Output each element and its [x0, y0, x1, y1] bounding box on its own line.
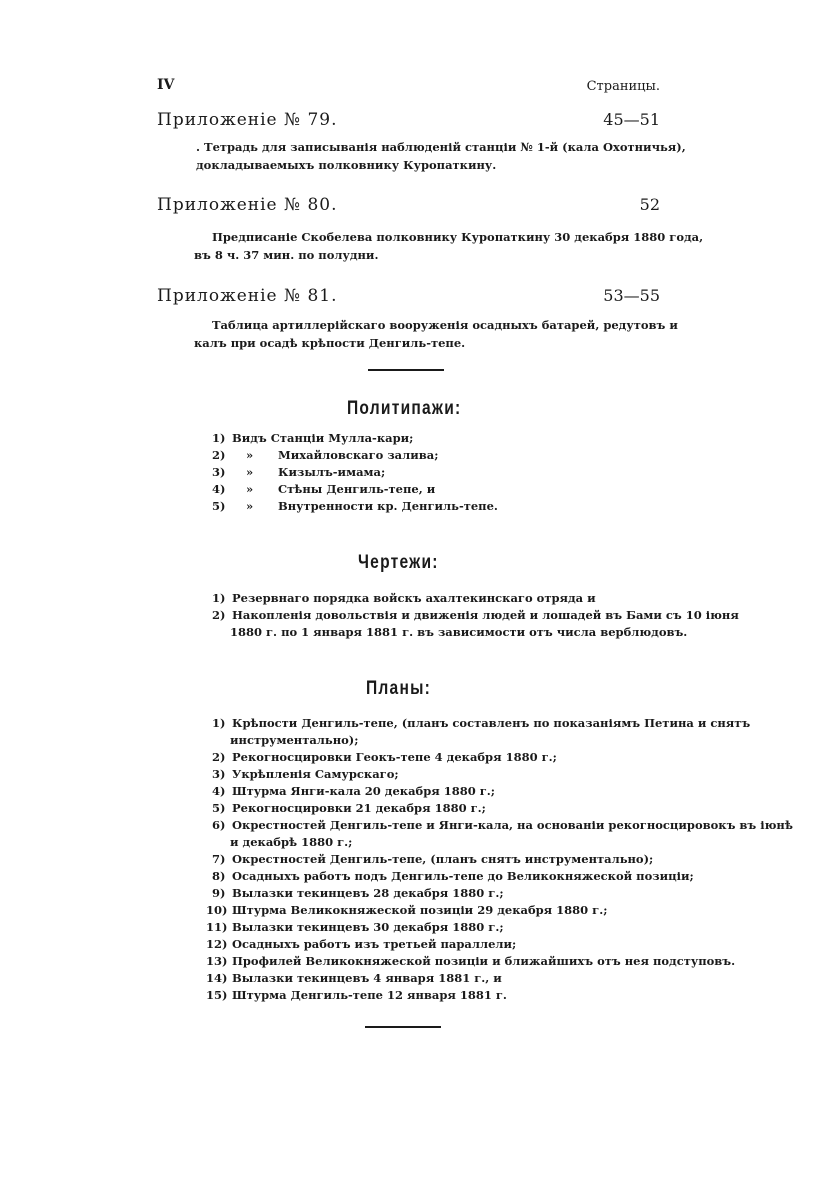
chertezhi-title: Чертежи: [358, 552, 439, 573]
appendix-79-pages: 45—51 [603, 110, 660, 129]
politipazhi-title: Политипажи: [347, 398, 462, 419]
list-item: 2) Накопленія довольствія и движенія людей и лошадей въ Бами съ 10 іюня [212, 608, 739, 622]
appendix-81-pages: 53—55 [603, 286, 660, 305]
list-item: 3) Укрѣпленія Самурскаго; [212, 767, 399, 781]
appendix-80-description [194, 228, 704, 264]
list-item: 15) Штурма Денгиль-тепе 12 января 1881 г. [206, 988, 507, 1002]
list-item: 14) Вылазки текинцевъ 4 января 1881 г., и [206, 971, 502, 985]
appendix-81-desc-line: калъ при осадѣ крѣпости Денгиль-тепе. [194, 336, 466, 350]
appendix-80-desc-line: Предписаніе Скобелева полковнику Куропаткину 30 декабря 1880 года, [212, 230, 704, 244]
list-item: 1) Резервнаго порядка войскъ ахалтекинскаго отряда и [212, 591, 596, 605]
list-item: 12) Осадныхъ работъ изъ третьей параллели; [206, 937, 517, 951]
section-divider [368, 369, 444, 371]
appendix-79-desc-line: докладываемыхъ полковнику Куропаткину. [196, 158, 497, 172]
plany-title: Планы: [366, 678, 432, 699]
list-item: 2) Рекогносцировки Геокъ-тепе 4 декабря 1880 г.; [212, 750, 557, 764]
list-item: 1) Видъ Станціи Мулла-кари; [212, 431, 414, 445]
list-item: 4) » Стѣны Денгиль-тепе, и [212, 482, 436, 496]
page-number: IV [157, 77, 175, 93]
appendix-81-heading: Приложеніе № 81. [157, 286, 338, 306]
section-divider [365, 1026, 441, 1028]
plany-list [206, 715, 793, 1004]
list-item: 7) Окрестностей Денгиль-тепе, (планъ снятъ инструментально); [212, 852, 654, 866]
chertezhi-list [212, 590, 739, 641]
appendix-81-desc-line: Таблица артиллерійскаго вооруженія осадныхъ батарей, редутовъ и [212, 318, 678, 332]
appendix-79-heading: Приложеніе № 79. [157, 110, 338, 130]
list-item: 3) » Кизылъ-имама; [212, 465, 386, 479]
list-item: 13) Профилей Великокняжеской позиціи и ближайшихъ отъ нея подступовъ. [206, 954, 736, 968]
list-item: 11) Вылазки текинцевъ 30 декабря 1880 г.; [206, 920, 504, 934]
list-item: 6) Окрестностей Денгиль-тепе и Янги-кала, на основаніи рекогносцировокъ въ іюнѣ [212, 818, 793, 832]
list-item: 4) Штурма Янги-кала 20 декабря 1880 г.; [212, 784, 496, 798]
list-item-continuation: инструментально); [230, 733, 359, 747]
list-item: 5) » Внутренности кр. Денгиль-тепе. [212, 499, 498, 513]
list-item: 9) Вылазки текинцевъ 28 декабря 1880 г.; [212, 886, 504, 900]
appendix-79-desc-line: . Тетрадь для записыванія наблюденій станціи № 1-й (кала Охотничья), [196, 140, 686, 154]
list-item: 8) Осадныхъ работъ подъ Денгиль-тепе до Великокняжеской позиціи; [212, 869, 694, 883]
list-item: 10) Штурма Великокняжеской позиціи 29 декабря 1880 г.; [206, 903, 608, 917]
pages-column-label: Страницы. [586, 79, 660, 94]
list-item: 1) Крѣпости Денгиль-тепе, (планъ составленъ по показаніямъ Петина и снятъ [212, 716, 751, 730]
appendix-80-pages: 52 [639, 195, 660, 214]
list-item-continuation: 1880 г. по 1 января 1881 г. въ зависимости отъ числа верблюдовъ. [230, 625, 688, 639]
list-item: 2) » Михайловскаго залива; [212, 448, 439, 462]
list-item: 5) Рекогносцировки 21 декабря 1880 г.; [212, 801, 486, 815]
appendix-81-description [194, 316, 678, 352]
appendix-80-heading: Приложеніе № 80. [157, 195, 338, 215]
politipazhi-list [212, 430, 498, 515]
list-item-continuation: и декабрѣ 1880 г.; [230, 835, 353, 849]
appendix-80-desc-line: въ 8 ч. 37 мин. по полудни. [194, 248, 379, 262]
appendix-79-description [196, 138, 686, 174]
